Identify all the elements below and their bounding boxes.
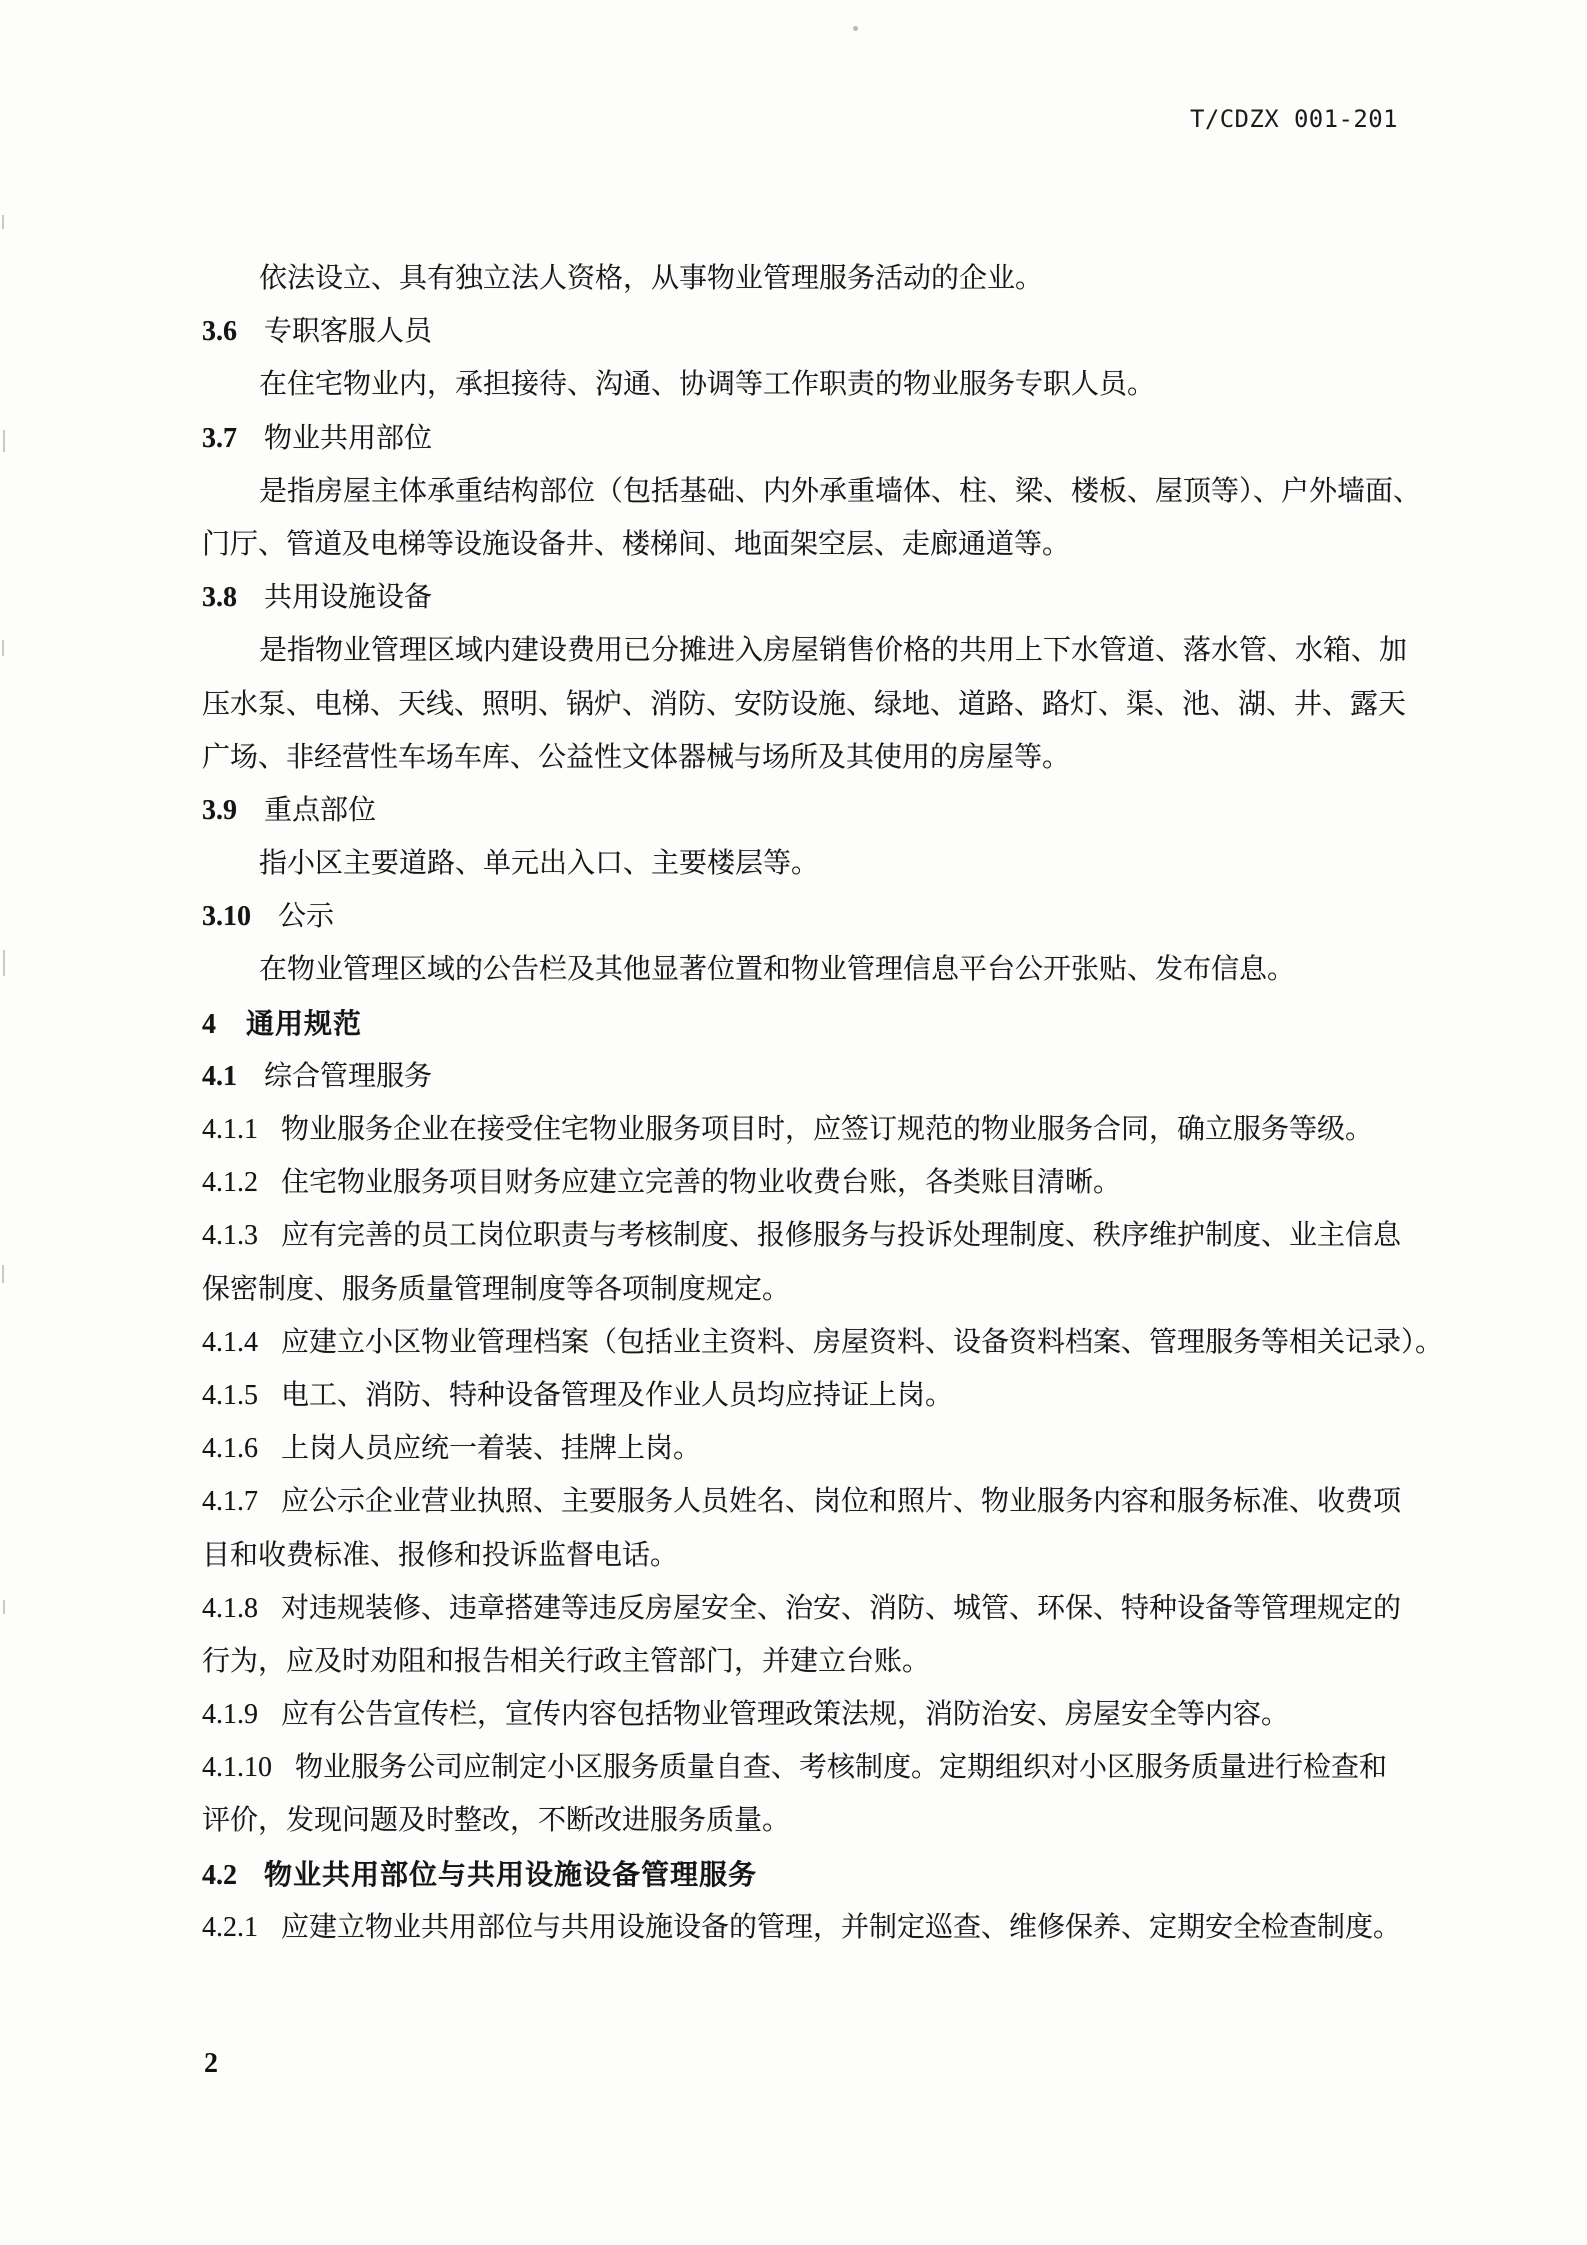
line-text: 广场、非经营性车场车库、公益性文体器械与场所及其使用的房屋等。 — [202, 741, 1071, 773]
standard-code-header: T/CDZX 001-201 — [1190, 105, 1398, 133]
line-text: 物业服务企业在接受住宅物业服务项目时，应签订规范的物业服务合同，确立服务等级。 — [281, 1114, 1374, 1145]
line-text: 对违规装修、违章搭建等违反房屋安全、治安、消防、城管、环保、特种设备等管理规定的 — [281, 1592, 1402, 1624]
clause-number: 4.1.5 — [202, 1379, 258, 1411]
section-heading-4 — [202, 997, 1492, 1050]
heading-text: 通用规范 — [246, 1007, 363, 1039]
line-text: 是指房屋主体承重结构部位（包括基础、内外承重墙体、柱、梁、楼板、屋顶等）、户外墙面、 — [259, 475, 1422, 507]
clause-4-2-1 — [202, 1901, 1492, 1954]
line-text: 上岗人员应统一着装、挂牌上岗。 — [281, 1433, 702, 1465]
clause-4-1-1 — [202, 1103, 1492, 1156]
clause-number: 4.1.3 — [202, 1220, 258, 1252]
scan-artifact — [3, 430, 5, 452]
clause-number: 3.10 — [202, 901, 251, 933]
clause-4-1-5 — [202, 1369, 1492, 1422]
paragraph-line — [202, 518, 1492, 571]
scan-artifact — [2, 640, 4, 656]
line-text: 应有公告宣传栏，宣传内容包括物业管理政策法规，消防治安、房屋安全等内容。 — [281, 1699, 1290, 1731]
clause-4-1-3 — [202, 1209, 1492, 1262]
scan-artifact — [3, 1600, 5, 1614]
clause-number: 4.1.8 — [202, 1592, 258, 1624]
scan-artifact — [853, 26, 858, 31]
line-text: 住宅物业服务项目财务应建立完善的物业收费台账，各类账目清晰。 — [281, 1167, 1122, 1199]
clause-number: 3.9 — [202, 794, 237, 826]
clause-heading-3-9 — [202, 784, 1492, 837]
paragraph-line — [202, 1635, 1492, 1688]
paragraph-line — [202, 1794, 1492, 1847]
clause-4-1-9 — [202, 1688, 1492, 1741]
clause-4-1-10 — [202, 1741, 1492, 1794]
clause-4-1-4 — [202, 1316, 1492, 1369]
clause-heading-3-8 — [202, 571, 1492, 624]
clause-4-1-8 — [202, 1582, 1492, 1635]
heading-text: 物业共用部位与共用设施设备管理服务 — [264, 1858, 758, 1890]
clause-number: 3.6 — [202, 316, 237, 348]
heading-text: 重点部位 — [264, 794, 377, 826]
paragraph-line — [202, 678, 1492, 731]
heading-text: 专职客服人员 — [264, 316, 433, 348]
paragraph-line — [202, 731, 1492, 784]
clause-number: 4.1 — [202, 1060, 237, 1092]
clause-number: 4.1.10 — [202, 1752, 272, 1784]
paragraph-line — [202, 1263, 1492, 1316]
clause-4-1-7 — [202, 1475, 1492, 1528]
line-text: 门厅、管道及电梯等设施设备井、楼梯间、地面架空层、走廊通道等。 — [202, 528, 1071, 560]
heading-text: 共用设施设备 — [264, 582, 433, 614]
clause-heading-4-1 — [202, 1050, 1492, 1103]
clause-number: 4.1.6 — [202, 1433, 258, 1465]
line-text: 在物业管理区域的公告栏及其他显著位置和物业管理信息平台公开张贴、发布信息。 — [259, 954, 1296, 986]
line-text: 压水泵、电梯、天线、照明、锅炉、消防、安防设施、绿地、道路、路灯、渠、池、湖、井、露天 — [202, 688, 1407, 720]
paragraph-line — [202, 465, 1492, 518]
line-text: 在住宅物业内，承担接待、沟通、协调等工作职责的物业服务专职人员。 — [259, 369, 1156, 401]
line-text: 是指物业管理区域内建设费用已分摊进入房屋销售价格的共用上下水管道、落水管、水箱、加 — [259, 635, 1408, 667]
clause-number: 4.1.1 — [202, 1114, 258, 1145]
paragraph-line — [202, 943, 1492, 996]
clause-heading-3-6 — [202, 305, 1492, 358]
clause-heading-3-7 — [202, 412, 1492, 465]
paragraph-line — [202, 252, 1492, 305]
line-text: 应有完善的员工岗位职责与考核制度、报修服务与投诉处理制度、秩序维护制度、业主信息 — [281, 1220, 1402, 1252]
line-text: 电工、消防、特种设备管理及作业人员均应持证上岗。 — [281, 1379, 954, 1411]
clause-number: 4.1.4 — [202, 1326, 258, 1358]
heading-text: 综合管理服务 — [264, 1060, 433, 1092]
line-text: 依法设立、具有独立法人资格，从事物业管理服务活动的企业。 — [259, 263, 1044, 294]
clause-heading-4-2 — [202, 1848, 1492, 1901]
page-number: 2 — [204, 2048, 218, 2079]
clause-number: 4.2.1 — [202, 1911, 258, 1943]
line-text: 指小区主要道路、单元出入口、主要楼层等。 — [259, 848, 820, 880]
clause-number: 3.7 — [202, 422, 237, 454]
scan-artifact — [2, 215, 4, 229]
line-text: 应公示企业营业执照、主要服务人员姓名、岗位和照片、物业服务内容和服务标准、收费项 — [281, 1486, 1402, 1518]
line-text: 评价，发现问题及时整改，不断改进服务质量。 — [202, 1805, 791, 1837]
heading-text: 物业共用部位 — [264, 422, 433, 454]
clause-number: 3.8 — [202, 582, 237, 614]
line-text: 应建立小区物业管理档案（包括业主资料、房屋资料、设备资料档案、管理服务等相关记录）。 — [281, 1326, 1444, 1358]
line-text: 保密制度、服务质量管理制度等各项制度规定。 — [202, 1273, 791, 1305]
scan-artifact — [2, 1265, 4, 1283]
paragraph-line — [202, 358, 1492, 411]
paragraph-line — [202, 837, 1492, 890]
clause-heading-3-10 — [202, 890, 1492, 943]
scan-artifact — [3, 950, 5, 976]
clause-4-1-6 — [202, 1422, 1492, 1475]
clause-number: 4.1.2 — [202, 1167, 258, 1199]
clause-4-1-2 — [202, 1156, 1492, 1209]
document-body — [202, 252, 1492, 1954]
clause-number: 4 — [202, 1008, 216, 1040]
heading-text: 公示 — [278, 901, 335, 933]
line-text: 物业服务公司应制定小区服务质量自查、考核制度。定期组织对小区服务质量进行检查和 — [295, 1752, 1388, 1784]
clause-number: 4.1.7 — [202, 1486, 258, 1518]
paragraph-line — [202, 624, 1492, 677]
clause-number: 4.2 — [202, 1859, 237, 1891]
line-text: 行为，应及时劝阻和报告相关行政主管部门，并建立台账。 — [202, 1645, 931, 1677]
line-text: 目和收费标准、报修和投诉监督电话。 — [202, 1539, 679, 1571]
clause-number: 4.1.9 — [202, 1699, 258, 1731]
line-text: 应建立物业共用部位与共用设施设备的管理，并制定巡查、维修保养、定期安全检查制度。 — [281, 1911, 1402, 1943]
paragraph-line — [202, 1529, 1492, 1582]
